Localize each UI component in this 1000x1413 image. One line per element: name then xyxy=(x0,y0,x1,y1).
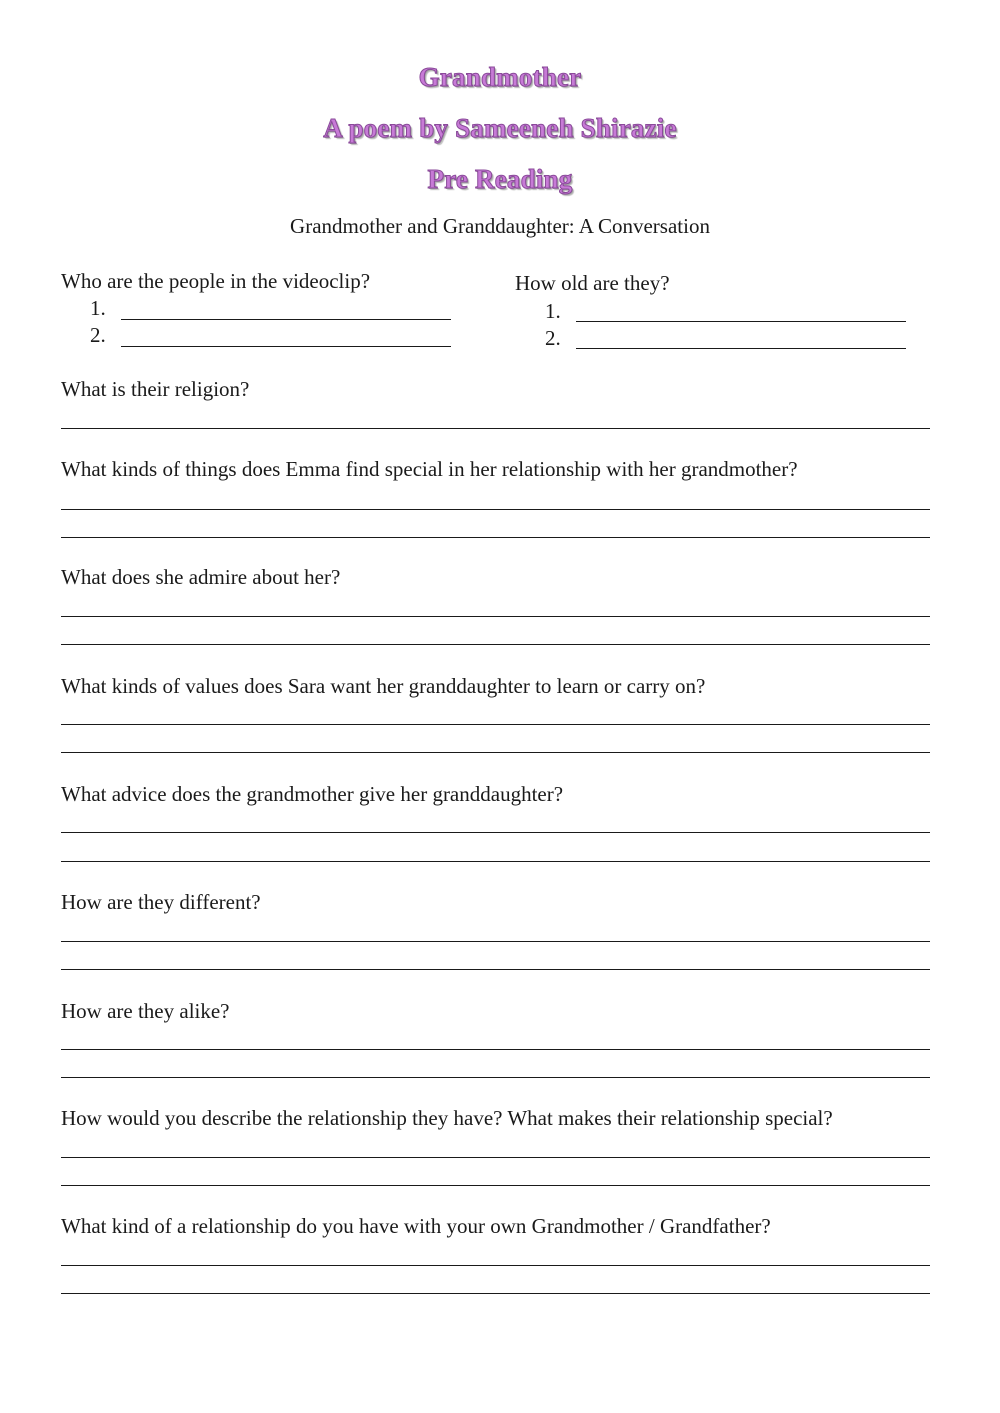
answer-line[interactable] xyxy=(61,428,930,429)
answer-line[interactable] xyxy=(61,969,930,970)
question-different: How are they different? xyxy=(61,890,261,914)
question-special-things: What kinds of things does Emma find special in her relationship with her grandmother? xyxy=(61,457,798,481)
ages-item-1-number: 1. xyxy=(545,299,561,323)
answer-line[interactable] xyxy=(61,1293,930,1294)
answer-line[interactable] xyxy=(61,941,930,942)
worksheet-title: Grandmother xyxy=(418,62,582,92)
people-item-1-number: 1. xyxy=(90,296,106,320)
worksheet-subtitle: Grandmother and Granddaughter: A Conversation xyxy=(290,214,710,238)
answer-line[interactable] xyxy=(61,537,930,538)
ages-answer-line-1[interactable] xyxy=(576,321,906,322)
question-own-grandparent: What kind of a relationship do you have with your own Grandmother / Grandfather? xyxy=(61,1214,771,1238)
ages-answer-line-2[interactable] xyxy=(576,348,906,349)
answer-line[interactable] xyxy=(61,861,930,862)
answer-line[interactable] xyxy=(61,1265,930,1266)
question-alike: How are they alike? xyxy=(61,999,230,1023)
people-item-2-number: 2. xyxy=(90,323,106,347)
question-admire: What does she admire about her? xyxy=(61,565,341,589)
answer-line[interactable] xyxy=(61,509,930,510)
answer-line[interactable] xyxy=(61,1077,930,1078)
ages-item-2-number: 2. xyxy=(545,326,561,350)
question-ages: How old are they? xyxy=(515,271,670,295)
question-advice: What advice does the grandmother give her granddaughter? xyxy=(61,782,564,806)
people-answer-line-1[interactable] xyxy=(121,319,451,320)
answer-line[interactable] xyxy=(61,752,930,753)
people-answer-line-2[interactable] xyxy=(121,346,451,347)
answer-line[interactable] xyxy=(61,832,930,833)
answer-line[interactable] xyxy=(61,1049,930,1050)
answer-line[interactable] xyxy=(61,644,930,645)
question-relationship: How would you describe the relationship they have? What makes their relationship special? xyxy=(61,1106,833,1130)
question-people: Who are the people in the videoclip? xyxy=(61,269,371,293)
question-religion: What is their religion? xyxy=(61,377,250,401)
author-line: A poem by Sameeneh Shirazie xyxy=(323,113,677,143)
answer-line[interactable] xyxy=(61,724,930,725)
answer-line[interactable] xyxy=(61,616,930,617)
answer-line[interactable] xyxy=(61,1157,930,1158)
question-values: What kinds of values does Sara want her granddaughter to learn or carry on? xyxy=(61,674,706,698)
section-heading: Pre Reading xyxy=(427,164,573,194)
answer-line[interactable] xyxy=(61,1185,930,1186)
